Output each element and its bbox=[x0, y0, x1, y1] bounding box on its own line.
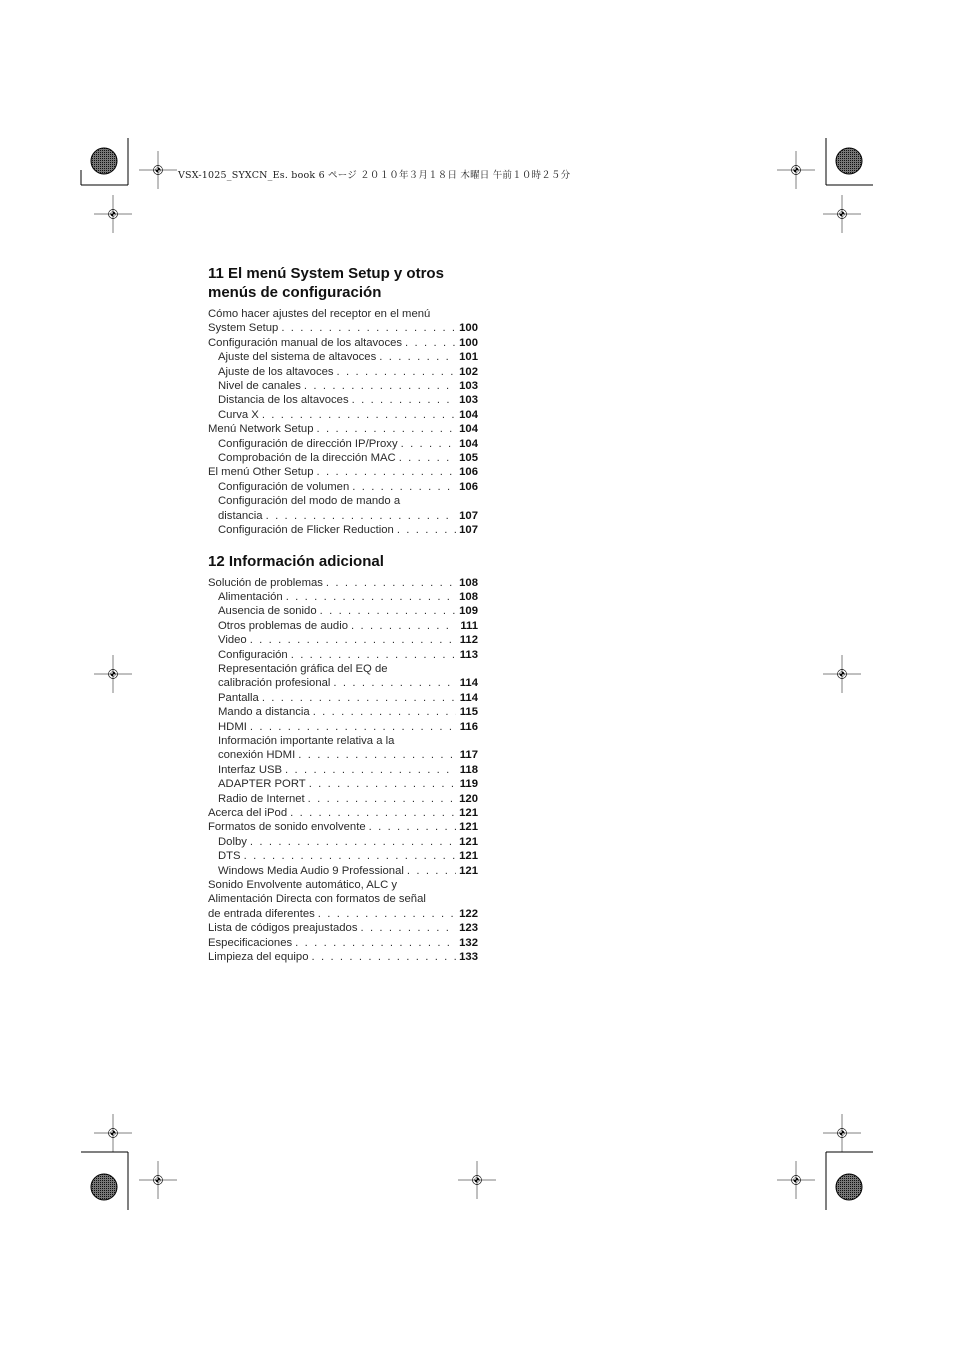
toc-entry[interactable] bbox=[208, 509, 478, 523]
dot-leader bbox=[317, 604, 456, 618]
dot-leader bbox=[314, 465, 457, 479]
dot-leader bbox=[259, 408, 456, 422]
page-number: 116 bbox=[459, 720, 478, 733]
page-number: 101 bbox=[459, 351, 478, 364]
toc-entry[interactable] bbox=[208, 835, 478, 849]
page-number: 121 bbox=[459, 864, 478, 877]
toc-entry-text: ADAPTER PORT bbox=[218, 778, 306, 791]
toc-entry[interactable] bbox=[208, 408, 478, 422]
page-number: 121 bbox=[459, 807, 478, 819]
toc-entry[interactable] bbox=[208, 763, 478, 777]
toc-entry[interactable] bbox=[208, 465, 478, 479]
toc-entry-text: Configuración manual de los altavoces bbox=[208, 336, 403, 349]
toc-entry[interactable] bbox=[208, 864, 478, 878]
dot-leader bbox=[259, 691, 456, 705]
dot-leader bbox=[394, 523, 456, 537]
toc-entry-text: Distancia de los altavoces bbox=[218, 394, 349, 407]
page-number: 105 bbox=[459, 452, 478, 465]
toc-entry-text: Alimentación bbox=[218, 590, 283, 603]
print-header-file-line: VSX-1025_SYXCN_Es. book 6 ページ ２０１０年３月１８日 木曜日 午前１０時２５分 bbox=[178, 170, 571, 181]
toc-entry-text: DTS bbox=[218, 850, 241, 863]
toc-entry[interactable] bbox=[208, 777, 478, 791]
page-number: 106 bbox=[459, 466, 478, 479]
toc-entry-text: Representación gráfica del EQ de bbox=[218, 662, 388, 675]
toc-entry[interactable] bbox=[208, 676, 478, 690]
page-number: 123 bbox=[459, 922, 478, 935]
toc-entry-text: Interfaz USB bbox=[218, 763, 283, 776]
dot-leader bbox=[402, 336, 456, 350]
dot-leader bbox=[348, 619, 456, 633]
toc-entry-text: Configuración de dirección IP/Proxy bbox=[218, 437, 398, 450]
toc-entry-text: Ajuste del sistema de altavoces bbox=[218, 351, 377, 364]
page-number: 108 bbox=[459, 590, 478, 603]
page-number: 109 bbox=[459, 605, 478, 618]
page-number: 111 bbox=[460, 619, 478, 632]
dot-leader bbox=[247, 720, 456, 734]
corner-mark-bottom-right bbox=[777, 1114, 873, 1210]
toc-entry[interactable] bbox=[208, 806, 478, 820]
toc-entry[interactable] bbox=[208, 451, 478, 465]
page-number: 121 bbox=[459, 821, 478, 834]
page-number: 104 bbox=[459, 408, 478, 421]
page-number: 106 bbox=[459, 480, 478, 493]
toc-entry-text: Nivel de canales bbox=[218, 380, 301, 393]
toc-entry-text: Ausencia de sonido bbox=[218, 605, 317, 618]
section-title: 11 El menú System Setup y otros menús de configuración bbox=[208, 265, 444, 301]
toc-entry-text: Mando a distancia bbox=[218, 706, 310, 719]
bottom-center-reg-mark bbox=[458, 1161, 496, 1199]
page-number: 132 bbox=[459, 936, 478, 949]
toc-entry-text: Curva X bbox=[218, 408, 259, 421]
page-number: 113 bbox=[459, 648, 478, 661]
toc-entry[interactable] bbox=[208, 633, 478, 647]
corner-mark-top-right bbox=[777, 138, 873, 233]
toc-entry[interactable] bbox=[208, 921, 478, 935]
dot-leader bbox=[247, 835, 456, 849]
dot-leader bbox=[314, 422, 457, 436]
toc-entry[interactable] bbox=[208, 849, 478, 863]
toc-entry-text: Ajuste de los altavoces bbox=[218, 365, 334, 378]
dot-leader bbox=[315, 907, 456, 921]
toc-entry[interactable] bbox=[208, 523, 478, 537]
toc-entry-text: Acerca del iPod bbox=[208, 807, 288, 819]
page-number: 120 bbox=[459, 792, 478, 805]
dot-leader bbox=[295, 748, 456, 762]
toc-entry[interactable] bbox=[208, 437, 478, 451]
dot-leader bbox=[398, 437, 456, 451]
page-number: 117 bbox=[459, 749, 478, 762]
toc-entry-text: El menú Other Setup bbox=[208, 466, 314, 479]
toc-entry[interactable] bbox=[208, 691, 478, 705]
toc-entry-text: Configuración bbox=[218, 648, 288, 661]
page-number: 103 bbox=[459, 380, 478, 393]
dot-leader bbox=[309, 950, 457, 964]
toc-entry[interactable] bbox=[208, 393, 478, 407]
page-number: 115 bbox=[459, 706, 478, 719]
page-number: 104 bbox=[459, 437, 478, 450]
toc-entry-text: distancia bbox=[218, 509, 263, 522]
page-number: 112 bbox=[459, 634, 478, 647]
toc-entry[interactable] bbox=[208, 907, 478, 921]
toc-entry-text: Cómo hacer ajustes del receptor en el menú bbox=[208, 308, 431, 320]
toc-entry[interactable] bbox=[208, 365, 478, 379]
dot-leader bbox=[349, 393, 456, 407]
toc-entry-text: Solución de problemas bbox=[208, 576, 323, 589]
toc-entry-text: conexión HDMI bbox=[218, 749, 296, 762]
toc-entry-text: Limpieza del equipo bbox=[208, 951, 309, 964]
dot-leader bbox=[323, 576, 456, 590]
toc-entry[interactable] bbox=[208, 379, 478, 393]
mid-right-reg-mark bbox=[823, 655, 861, 693]
toc-entry[interactable] bbox=[208, 590, 478, 604]
toc-entry[interactable] bbox=[208, 748, 478, 762]
toc-entry-text: Información importante relativa a la bbox=[218, 734, 395, 747]
dot-leader bbox=[310, 705, 456, 719]
dot-leader bbox=[376, 350, 456, 364]
toc-entry-text: Video bbox=[218, 634, 247, 647]
dot-leader bbox=[306, 777, 456, 791]
page-number: 107 bbox=[459, 524, 478, 537]
toc-entry-text: Alimentación Directa con formatos de señal bbox=[208, 893, 426, 906]
page-number: 102 bbox=[459, 365, 478, 378]
toc-entry[interactable] bbox=[208, 950, 478, 964]
dot-leader bbox=[283, 590, 456, 604]
dot-leader bbox=[396, 451, 456, 465]
page-number: 114 bbox=[459, 691, 478, 704]
dot-leader bbox=[301, 379, 456, 393]
dot-leader bbox=[334, 365, 456, 379]
toc-entry-text: Pantalla bbox=[218, 691, 259, 704]
toc-entry-text: Otros problemas de audio bbox=[218, 619, 348, 632]
page-number: 100 bbox=[459, 336, 478, 349]
page-number: 119 bbox=[459, 778, 478, 791]
page-number: 108 bbox=[459, 576, 478, 589]
dot-leader bbox=[287, 806, 456, 820]
page-number: 114 bbox=[459, 677, 478, 690]
dot-leader bbox=[357, 921, 456, 935]
dot-leader bbox=[263, 509, 456, 523]
page-number: 122 bbox=[459, 907, 478, 920]
dot-leader bbox=[278, 321, 456, 335]
toc-entry[interactable] bbox=[208, 336, 478, 350]
toc-entry[interactable] bbox=[208, 576, 478, 590]
corner-mark-bottom-left bbox=[81, 1114, 177, 1210]
toc-entry-text: Dolby bbox=[218, 835, 247, 848]
toc-entry[interactable] bbox=[208, 820, 478, 834]
dot-leader bbox=[247, 633, 456, 647]
toc-entry-text: Windows Media Audio 9 Professional bbox=[218, 864, 404, 877]
toc-entry-text: calibración profesional bbox=[218, 677, 331, 690]
page-number: 100 bbox=[459, 322, 478, 335]
toc-entry-text: Configuración de Flicker Reduction bbox=[218, 524, 394, 537]
toc-entry-text: Menú Network Setup bbox=[208, 423, 314, 436]
toc-entry-text: Configuración de volumen bbox=[218, 480, 350, 493]
page-number: 133 bbox=[459, 951, 478, 964]
page-number: 107 bbox=[459, 509, 478, 522]
dot-leader bbox=[366, 820, 456, 834]
toc-entry[interactable] bbox=[208, 350, 478, 364]
section-title: 12 Información adicional bbox=[208, 552, 384, 570]
dot-leader bbox=[282, 763, 456, 777]
dot-leader bbox=[404, 864, 456, 878]
toc-entry-text: System Setup bbox=[208, 322, 279, 335]
toc-entry-text: Lista de códigos preajustados bbox=[208, 922, 358, 935]
toc-entry-text: Comprobación de la dirección MAC bbox=[218, 452, 396, 465]
toc-entry-text: Formatos de sonido envolvente bbox=[208, 821, 366, 834]
dot-leader bbox=[241, 849, 456, 863]
toc-entry[interactable] bbox=[208, 792, 478, 806]
dot-leader bbox=[288, 648, 456, 662]
dot-leader bbox=[305, 792, 456, 806]
toc-entry[interactable] bbox=[208, 422, 478, 436]
toc-entry[interactable] bbox=[208, 480, 478, 494]
toc-entry-text: Sonido Envolvente automático, ALC y bbox=[208, 879, 398, 892]
page-number: 104 bbox=[459, 423, 478, 436]
page-number: 121 bbox=[459, 850, 478, 863]
corner-mark-top-left bbox=[81, 138, 177, 233]
dot-leader bbox=[292, 936, 456, 950]
dot-leader bbox=[349, 480, 456, 494]
page-number: 121 bbox=[459, 835, 478, 848]
mid-left-reg-mark bbox=[94, 655, 132, 693]
toc-entry-text: Configuración del modo de mando a bbox=[218, 495, 401, 508]
dot-leader bbox=[330, 676, 456, 690]
toc-entry[interactable] bbox=[208, 321, 478, 335]
toc-entry-text: Especificaciones bbox=[208, 936, 293, 949]
toc-entry[interactable] bbox=[208, 936, 478, 950]
toc-entry[interactable] bbox=[208, 705, 478, 719]
table-of-contents bbox=[208, 264, 478, 964]
toc-entry-text: HDMI bbox=[218, 720, 247, 733]
page-number: 103 bbox=[459, 394, 478, 407]
toc-entry[interactable] bbox=[208, 619, 478, 633]
page-number: 118 bbox=[459, 763, 478, 776]
toc-entry[interactable] bbox=[208, 648, 478, 662]
toc-entry-text: Radio de Internet bbox=[218, 792, 305, 805]
toc-entry-text: de entrada diferentes bbox=[208, 907, 315, 920]
toc-entry[interactable] bbox=[208, 604, 478, 618]
toc-entry[interactable] bbox=[208, 720, 478, 734]
